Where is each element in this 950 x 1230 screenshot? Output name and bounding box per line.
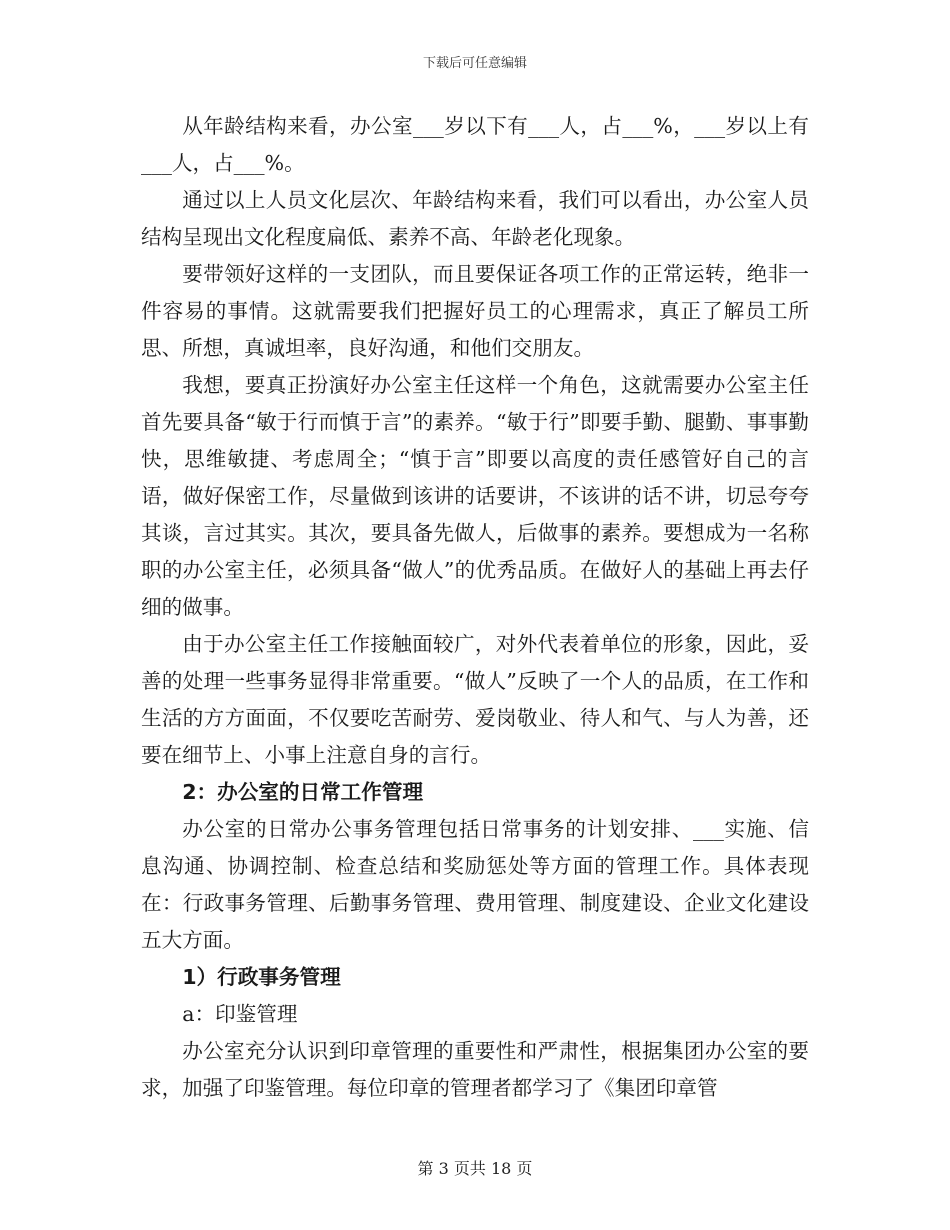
paragraph-team-leading: 要带领好这样的一支团队，而且要保证各项工作的正常运转，绝非一件容易的事情。这就需要我们把握好员工的心理需求，真正了解员工所思、所想，真诚坦率，良好沟通，和他们交朋友。 bbox=[141, 262, 809, 360]
page-footer: 第 3 页共 18 页 bbox=[417, 1159, 533, 1178]
paragraph-age-structure: 从年龄结构来看，办公室___岁以下有___人，占___%，___岁以上有___人，占___%。 bbox=[141, 114, 809, 175]
subsection-heading-admin-affairs: 1）行政事务管理 bbox=[182, 965, 341, 989]
item-heading-seal-management: a：印鉴管理 bbox=[182, 1002, 298, 1026]
paragraph-director-role: 我想，要真正扮演好办公室主任这样一个角色，这就需要办公室主任首先要具备“敏于行而慎于言”的素养。“敏于行”即要手勤、腿勤、事事勤快，思维敏捷、考虑周全；“慎于言”即要以高度的责任感管好自己的言语，做好保密工作，尽量做到该讲的话要讲，不该讲的话不讲，切忌夸夸其谈，言过其实。其次，要具备先做人，后做事的素养。要想成为一名称职的办公室主任，必须具备“做人”的优秀品质。在做好人的基础上再去仔细的做事。 bbox=[141, 373, 810, 619]
paragraph-handling-affairs: 由于办公室主任工作接触面较广，对外代表着单位的形象，因此，妥善的处理一些事务显得非常重要。“做人”反映了一个人的品质，在工作和生活的方方面面，不仅要吃苦耐劳、爱岗敬业、待人和气、与人为善，还要在细节上、小事上注意自身的言行。 bbox=[141, 632, 809, 767]
section-heading-daily-management: 2：办公室的日常工作管理 bbox=[182, 780, 424, 804]
paragraph-structure-summary: 通过以上人员文化层次、年龄结构来看，我们可以看出，办公室人员结构呈现出文化程度扁低、素养不高、年龄老化现象。 bbox=[141, 188, 809, 249]
page-header: 下载后可任意编辑 bbox=[422, 56, 527, 71]
page-body bbox=[141, 108, 809, 1107]
paragraph-seal-management: 办公室充分认识到印章管理的重要性和严肃性，根据集团办公室的要求，加强了印鉴管理。每位印章的管理者都学习了《集团印章管 bbox=[141, 1039, 809, 1100]
paragraph-daily-affairs: 办公室的日常办公事务管理包括日常事务的计划安排、___实施、信息沟通、协调控制、检查总结和奖励惩处等方面的管理工作。具体表现在：行政事务管理、后勤事务管理、费用管理、制度建设、企业文化建设五大方面。 bbox=[141, 817, 809, 952]
